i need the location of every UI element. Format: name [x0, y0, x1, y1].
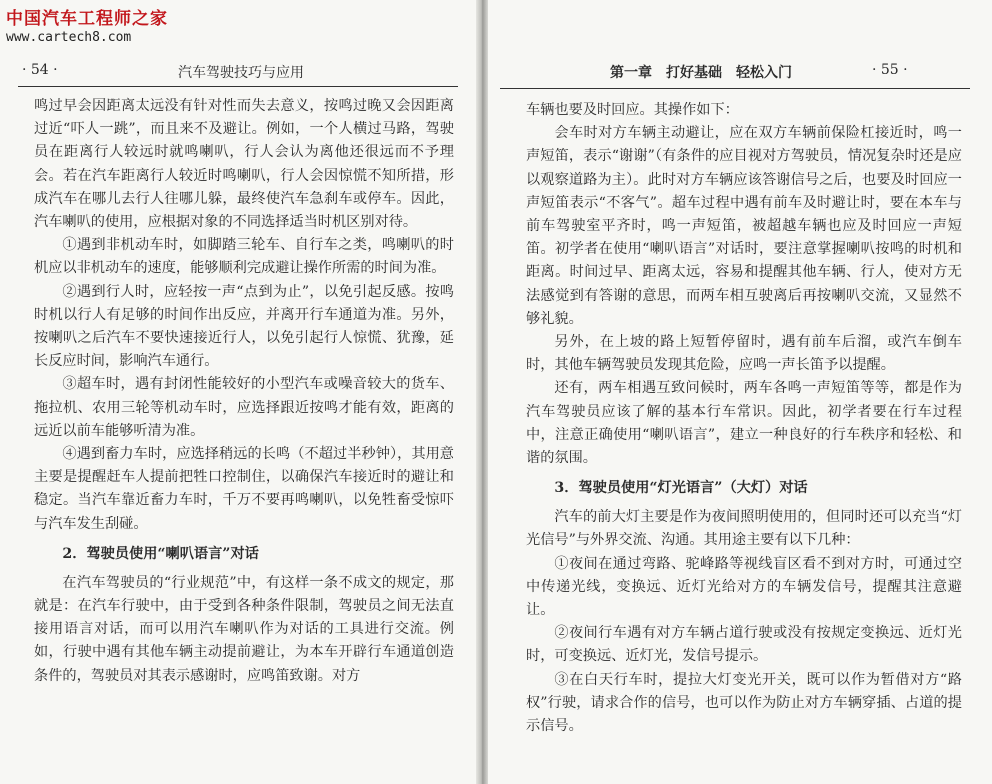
- paragraph: ④遇到畜力车时，应选择稍远的长鸣（不超过半秒钟），其用意主要是提醒赶车人提前把牲口控制住，以确保汽车接近时的避让和稳定。当汽车靠近畜力车时，千万不要再鸣喇叭，以免牲畜受惊吓与汽车发生刮碰。: [34, 446, 454, 532]
- paragraph: 在汽车驾驶员的“行业规范”中，有这样一条不成文的规定，那就是：在汽车行驶中，由于受到各种条件限制，驾驶员之间无法直接用语言对话，而可以用汽车喇叭作为对话的工具进行交流。例如，行驶中遇有其他车辆主动提前避让，为本车开辟行车通道创造条件的，驾驶员对其表示感谢时，应鸣笛致谢。对方: [34, 574, 454, 684]
- watermark-title: 中国汽车工程师之家: [6, 9, 168, 29]
- right-chapter-title: 第一章 打好基础 轻松入门: [610, 65, 792, 81]
- paragraph: ③超车时，遇有封闭性能较好的小型汽车或噪音较大的货车、拖拉机、农用三轮等机动车时，应选择跟近按鸣才能有效，距离的远近以前车能够听清为准。: [34, 376, 454, 439]
- right-header-rule: [500, 88, 970, 89]
- watermark-url: www.cartech8.com: [6, 30, 132, 45]
- right-page-number: · 55 ·: [872, 62, 908, 78]
- paragraph: ①夜间在通过弯路、驼峰路等视线盲区看不到对方时，可通过空中传递光线，变换远、近灯光给对方的车辆发信号，提醒其注意避让。: [526, 555, 962, 619]
- paragraph: ②夜间行车遇有对方车辆占道行驶或没有按规定变换远、近灯光时，可变换远、近灯光，发信号提示。: [526, 625, 962, 665]
- paragraph: 还有，两车相遇互致问候时，两车各鸣一声短笛等等，都是作为汽车驾驶员应该了解的基本行车常识。因此，初学者要在行车过程中，注意正确使用“喇叭语言”，建立一种良好的行车秩序和轻松、和谐的氛围。: [526, 380, 962, 467]
- left-page-body: [34, 95, 454, 688]
- paragraph: ①遇到非机动车时，如脚踏三轮车、自行车之类，鸣喇叭的时机应以非机动车的速度，能够顺利完成避让操作所需的时间为准。: [34, 237, 454, 277]
- paragraph: 鸣过早会因距离太远没有针对性而失去意义，按鸣过晚又会因距离过近“吓人一跳”，而且来不及避让。例如，一个人横过马路，驾驶员在距离行人较远时就鸣喇叭，行人会认为离他还很远而不予理会。若在汽车距离行人较近时鸣喇叭，行人会因惊慌不知所措，形成汽车在哪儿去行人往哪儿躲，最终使汽车急刹车或停车。因此，汽车喇叭的使用，应根据对象的不同选择适当时机区别对待。: [34, 98, 454, 231]
- paragraph: ②遇到行人时，应轻按一声“点到为止”，以免引起反感。按鸣时机以行人有足够的时间作出反应，并离开行车通道为准。另外，按喇叭之后汽车不要快速接近行人，以免引起行人惊慌、犹豫，延长反应时间，影响汽车通行。: [34, 283, 454, 370]
- section-heading: 3．驾驶员使用“灯光语言”（大灯）对话: [554, 480, 808, 497]
- watermark: [6, 4, 168, 45]
- paragraph: 会车时对方车辆主动避让，应在双方车辆前保险杠接近时，鸣一声短笛，表示“谢谢”（有条件的应目视对方驾驶员，情况复杂时还是应以观察道路为主）。此时对方车辆应该答谢信号之后，也要及时回应一声短笛表示“不客气”。超车过程中遇有前车及时避让时，要在本车与前车驾驶室平齐时，鸣一声短笛，被超越车辆也应及时回应一声短笛。初学者在使用“喇叭语言”对话时，要注意掌握喇叭按鸣的时机和距离。时间过早、距离太远，容易和提醒其他车辆、行人，使对方无法感觉到有答谢的意思，而两车相互驶离后再按喇叭交流，又显然不够礼貌。: [526, 125, 962, 327]
- book-gutter: [476, 0, 488, 784]
- left-page-number: · 54 ·: [22, 62, 58, 78]
- paragraph: ③在白天行车时，提拉大灯变光开关，既可以作为暂借对方“路权”行驶，请求合作的信号，也可以作为防止对方车辆穿插、占道的提示信号。: [526, 671, 962, 735]
- right-page-body: [526, 99, 962, 738]
- section-heading: 2．驾驶员使用“喇叭语言”对话: [62, 545, 259, 562]
- paragraph: 另外，在上坡的路上短暂停留时，遇有前车后溜，或汽车倒车时，其他车辆驾驶员发现其危险，应鸣一声长笛予以提醒。: [526, 334, 962, 374]
- paragraph: 车辆也要及时回应。其操作如下：: [526, 102, 739, 118]
- left-book-title: 汽车驾驶技巧与应用: [178, 65, 304, 81]
- paragraph: 汽车的前大灯主要是作为夜间照明使用的，但同时还可以充当“灯光信号”与外界交流、沟通。其用途主要有以下几种：: [526, 509, 962, 549]
- left-header-rule: [18, 86, 458, 87]
